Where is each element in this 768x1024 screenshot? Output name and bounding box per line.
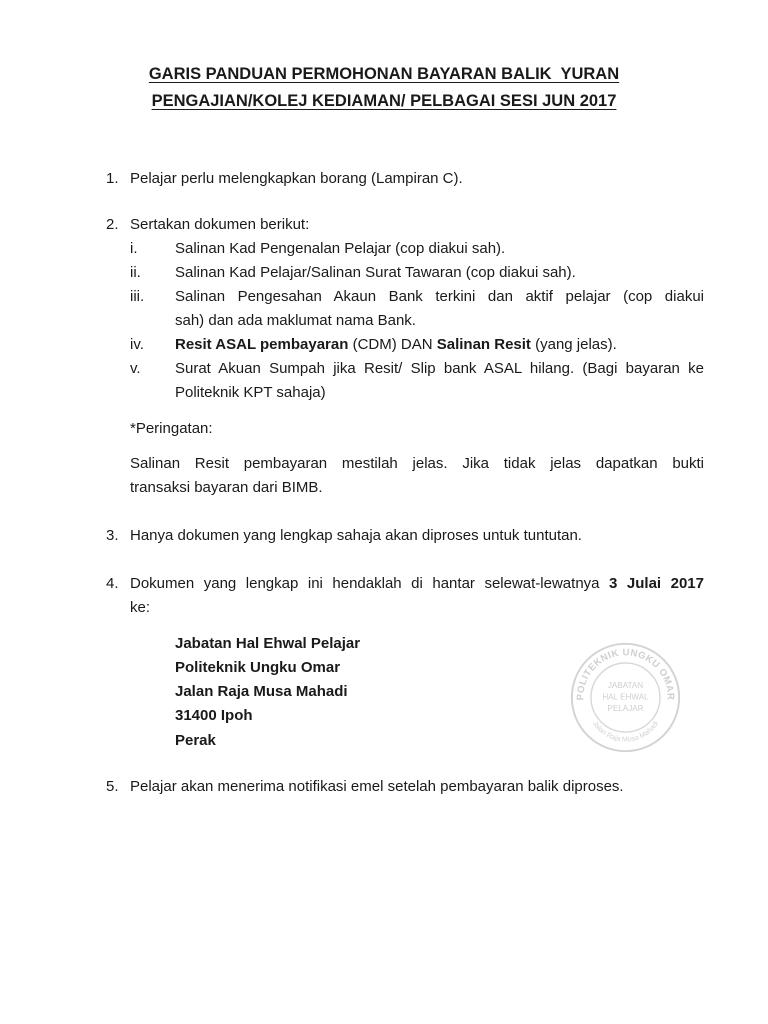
item-4-line-2: ke: [130, 599, 151, 616]
sub-ii-text: Salinan Kad Pelajar/Salinan Surat Tawaran (cop diakui sah). [175, 264, 576, 281]
item-3-text: Hanya dokumen yang lengkap sahaja akan diproses untuk tuntutan. [130, 527, 582, 544]
document-title [0, 61, 768, 115]
warning-line-2: transaksi bayaran dari BIMB. [130, 479, 323, 496]
title-line-1: GARIS PANDUAN PERMOHONAN BAYARAN BALIK YURAN [148, 65, 620, 83]
sub-iv-text [175, 333, 704, 357]
address-line-2: Politeknik Ungku Omar [175, 659, 341, 676]
item-1-text: Pelajar perlu melengkapkan borang (Lampiran C). [130, 170, 463, 187]
sub-v-line-2: Politeknik KPT sahaja) [175, 384, 326, 401]
warning-label: *Peringatan: [130, 420, 213, 437]
item-4-date: 3 Julai 2017 [609, 575, 704, 592]
sub-v-text [175, 357, 704, 405]
sub-iii-text [175, 285, 704, 333]
office-stamp [568, 640, 683, 755]
sub-i-text: Salinan Kad Pengenalan Pelajar (cop diakui sah). [175, 240, 506, 257]
sub-i-number: i. [130, 240, 138, 257]
title-line-2: PENGAJIAN/KOLEJ KEDIAMAN/ PELBAGAI SESI JUN 2017 [151, 92, 617, 110]
warning-line-1: Salinan Resit pembayaran mestilah jelas. Jika tidak jelas dapatkan bukti [130, 455, 704, 472]
sub-iv-bold-1: Resit ASAL pembayaran [175, 336, 349, 353]
sub-iii-line-1: Salinan Pengesahan Akaun Bank terkini dan aktif pelajar (cop diakui [175, 288, 704, 305]
stamp-bottom-text: Jalan Raja Musa Mahadi [590, 719, 661, 744]
stamp-center-line-3: PELAJAR [607, 703, 644, 713]
sub-ii-number: ii. [130, 264, 141, 281]
item-5-number: 5. [106, 778, 119, 795]
item-4-text-before: Dokumen yang lengkap ini hendaklah di hantar selewat-lewatnya [130, 575, 610, 592]
warning-text [130, 452, 704, 500]
item-2-number: 2. [106, 216, 119, 233]
sub-iv-text-1: (CDM) DAN [348, 336, 437, 353]
address-line-3: Jalan Raja Musa Mahadi [175, 683, 348, 700]
sub-iii-number: iii. [130, 288, 145, 305]
sub-v-line-1: Surat Akuan Sumpah jika Resit/ Slip bank ASAL hilang. (Bagi bayaran ke [175, 360, 704, 377]
item-1-number: 1. [106, 170, 119, 187]
address-line-4: 31400 Ipoh [175, 707, 253, 724]
item-2-text: Sertakan dokumen berikut: [130, 216, 310, 233]
sub-v-number: v. [130, 360, 141, 377]
sub-iv-number: iv. [130, 336, 144, 353]
stamp-center-line-2: HAL EHWAL [602, 692, 649, 702]
stamp-center-line-1: JABATAN [607, 680, 644, 690]
item-4-line-1 [130, 572, 704, 596]
item-4-text [130, 572, 704, 620]
address-line-5: Perak [175, 732, 216, 749]
stamp-ring-text: POLITEKNIK UNGKU OMAR [575, 647, 676, 701]
sub-iv-text-2: (yang jelas). [530, 336, 617, 353]
sub-iii-line-2: sah) dan ada maklumat nama Bank. [175, 312, 416, 329]
item-4-number: 4. [106, 575, 119, 592]
item-3-number: 3. [106, 527, 119, 544]
sub-iv-bold-2: Salinan Resit [436, 336, 531, 353]
address-line-1: Jabatan Hal Ehwal Pelajar [175, 635, 361, 652]
item-5-text: Pelajar akan menerima notifikasi emel setelah pembayaran balik diproses. [130, 778, 624, 795]
